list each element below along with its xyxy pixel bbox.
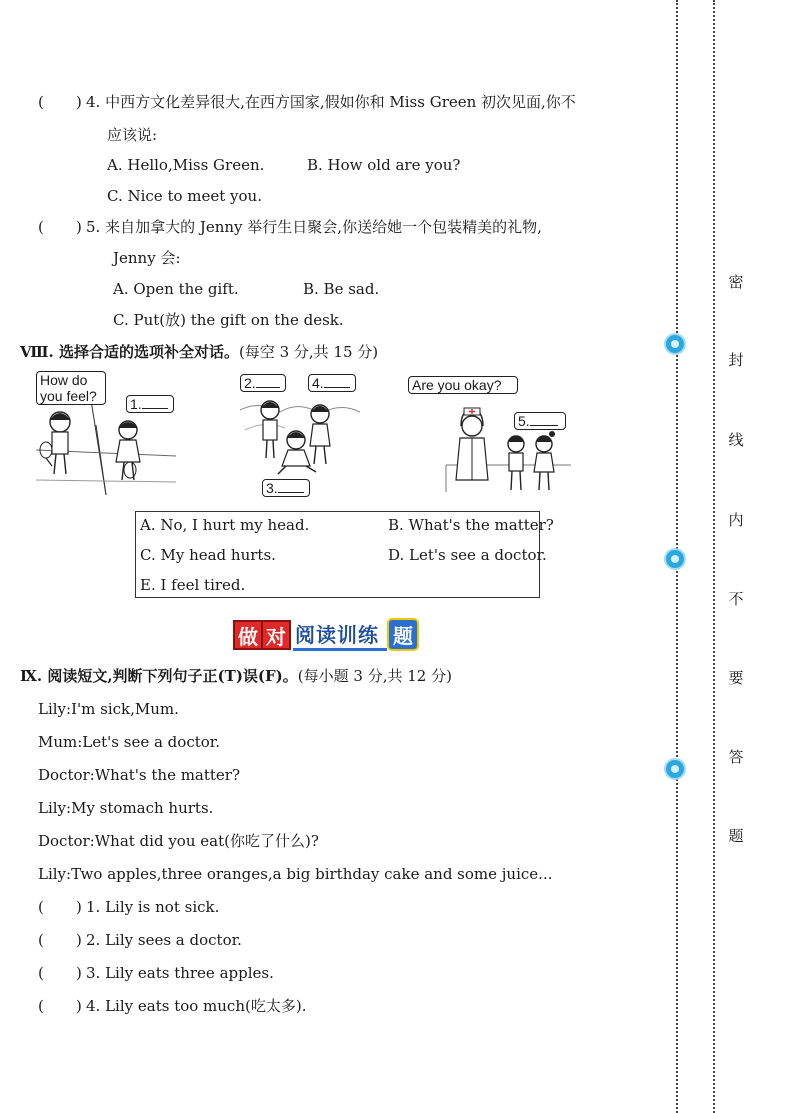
answer-paren-close: ) <box>76 93 82 111</box>
binding-line-right <box>713 0 715 1113</box>
dialogue-line: Mum:Let's see a doctor. <box>38 733 221 751</box>
speech-bubble-are-you-okay: Are you okay? <box>408 376 518 394</box>
q4-option-c: C. Nice to meet you. <box>107 187 262 205</box>
illustration-panel-1 <box>36 370 176 498</box>
speech-bubble-how-do-you-feel: How do you feel? <box>36 371 106 405</box>
options-box <box>135 511 554 598</box>
answer-paren-close: ) <box>76 997 82 1015</box>
margin-char: 线 <box>728 431 744 449</box>
q4-option-a: A. Hello,Miss Green. <box>107 156 265 174</box>
answer-paren-open: ( <box>38 898 44 916</box>
dialogue-line: Lily:I'm sick,Mum. <box>38 700 179 718</box>
judge-item: 4. Lily eats too much(吃太多). <box>86 997 307 1015</box>
illustration-panel-2 <box>240 370 360 498</box>
answer-paren-open: ( <box>38 931 44 949</box>
judge-item: 3. Lily eats three apples. <box>86 964 274 982</box>
banner-char-1: 做 <box>233 620 263 650</box>
q5-option-a: A. Open the gift. <box>113 280 239 298</box>
answer-paren-close: ) <box>76 218 82 236</box>
binding-hole-icon <box>664 758 686 780</box>
banner-underline <box>293 648 387 651</box>
banner-char-3: 题 <box>387 618 419 651</box>
binding-hole-icon <box>664 548 686 570</box>
speech-bubble-blank-2: 2. <box>240 374 286 392</box>
answer-paren-open: ( <box>38 964 44 982</box>
banner-char-2: 对 <box>261 620 291 650</box>
illustration-panel-3 <box>406 370 571 498</box>
option-c: C. My head hurts. <box>140 546 276 564</box>
speech-bubble-blank-4: 4. <box>308 374 356 392</box>
dialogue-line: Doctor:What did you eat(你吃了什么)? <box>38 832 319 850</box>
section-8-title: Ⅷ. 选择合适的选项补全对话。(每空 3 分,共 15 分) <box>20 343 379 361</box>
answer-paren-open: ( <box>38 93 44 111</box>
option-b: B. What's the matter? <box>388 516 554 534</box>
dialogue-line: Lily:Two apples,three oranges,a big birthday cake and some juice... <box>38 865 553 883</box>
q5-option-c: C. Put(放) the gift on the desk. <box>113 311 344 329</box>
binding-hole-icon <box>664 333 686 355</box>
answer-paren-close: ) <box>76 898 82 916</box>
speech-bubble-blank-5: 5. <box>514 412 566 430</box>
answer-paren-close: ) <box>76 964 82 982</box>
q4-stem: 4. 中西方文化差异很大,在西方国家,假如你和 Miss Green 初次见面,你不 <box>86 93 576 111</box>
q5-stem: 5. 来自加拿大的 Jenny 举行生日聚会,你送给她一个包装精美的礼物, <box>86 218 542 236</box>
option-a: A. No, I hurt my head. <box>140 516 310 534</box>
margin-char: 要 <box>728 669 744 687</box>
dialogue-line: Lily:My stomach hurts. <box>38 799 214 817</box>
q4-option-b: B. How old are you? <box>307 156 461 174</box>
margin-char: 密 <box>728 273 744 291</box>
reading-practice-banner <box>233 618 419 652</box>
speech-bubble-blank-1: 1. <box>126 395 174 413</box>
dialogue-line: Doctor:What's the matter? <box>38 766 241 784</box>
answer-paren-open: ( <box>38 218 44 236</box>
q4-stem-cont: 应该说: <box>107 126 158 144</box>
q5-option-b: B. Be sad. <box>303 280 380 298</box>
answer-paren-close: ) <box>76 931 82 949</box>
section-9-title: Ⅸ. 阅读短文,判断下列句子正(T)误(F)。(每小题 3 分,共 12 分) <box>20 667 452 685</box>
banner-text: 阅读训练 <box>295 623 379 647</box>
margin-char: 答 <box>728 748 744 766</box>
margin-char: 不 <box>728 590 744 608</box>
judge-item: 1. Lily is not sick. <box>86 898 220 916</box>
speech-bubble-blank-3: 3. <box>262 479 310 497</box>
option-e: E. I feel tired. <box>140 576 246 594</box>
margin-char: 封 <box>728 351 744 369</box>
answer-paren-open: ( <box>38 997 44 1015</box>
q5-stem-cont: Jenny 会: <box>113 249 181 267</box>
margin-char: 题 <box>728 827 744 845</box>
margin-char: 内 <box>728 511 744 529</box>
option-d: D. Let's see a doctor. <box>388 546 547 564</box>
judge-item: 2. Lily sees a doctor. <box>86 931 242 949</box>
